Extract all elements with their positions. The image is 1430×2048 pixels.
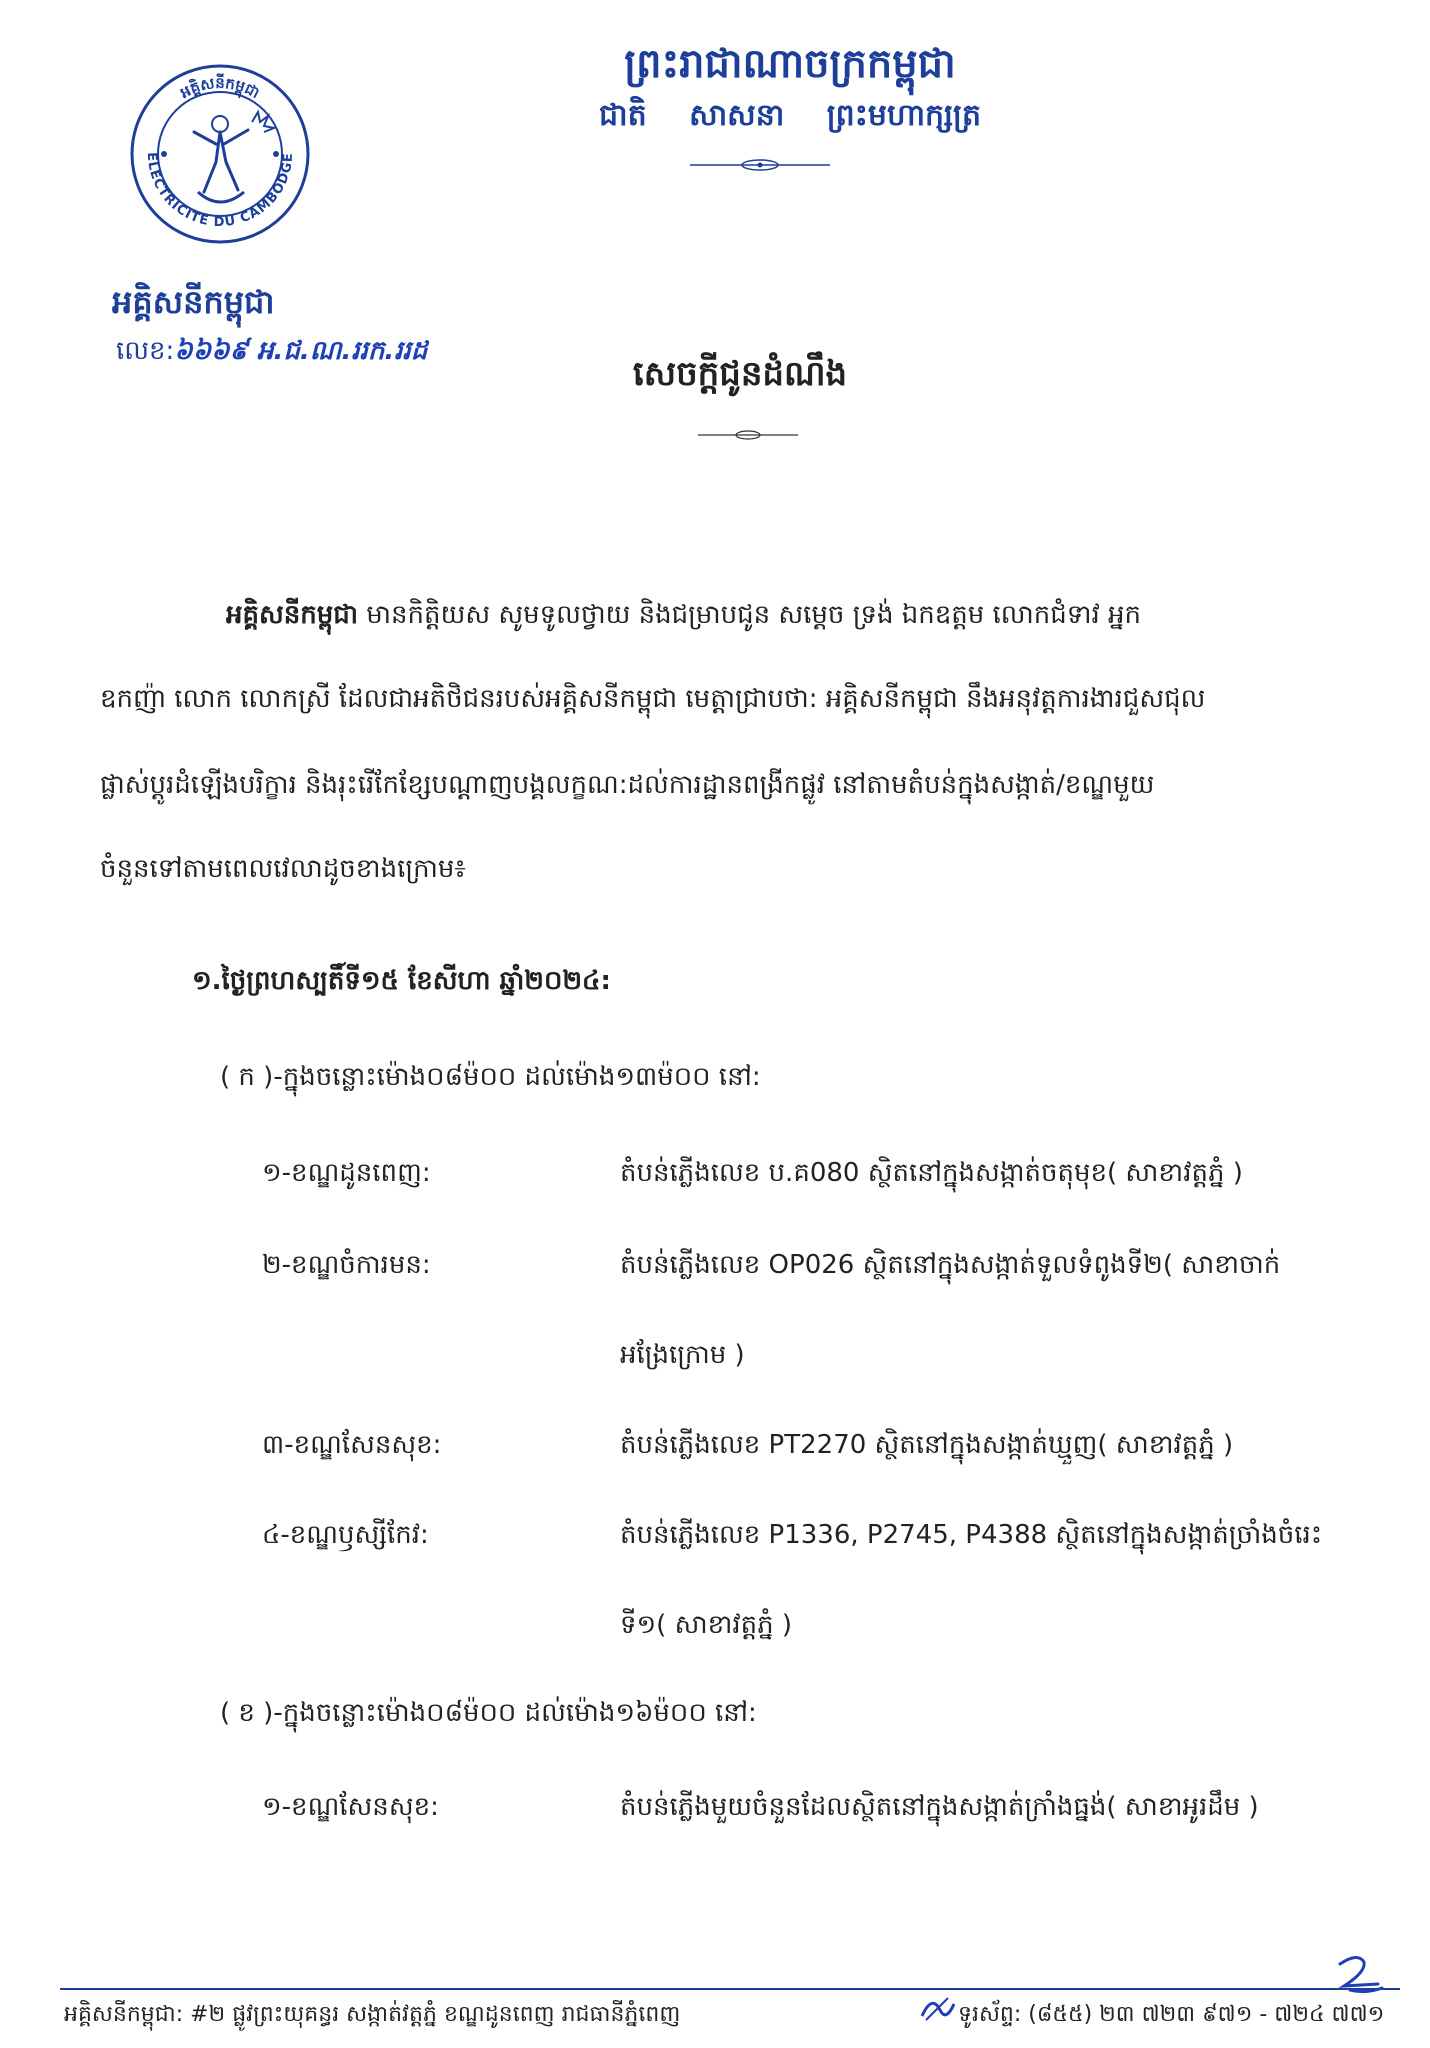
motto-nation: ជាតិ: [599, 98, 647, 133]
svg-text:ELECTRICITE DU CAMBODGE: ELECTRICITE DU CAMBODGE: [143, 151, 297, 231]
reference-value: ៦៦៦៩ អ.ជ.ណ.ររក.ររដ: [174, 336, 428, 366]
intro-line-4: ចំនួនទៅតាមពេលវេលាដូចខាងក្រោម៖: [100, 854, 466, 884]
intro-org-name: អគ្គិសនីកម្ពុជា: [226, 600, 359, 630]
motto-religion: សាសនា: [689, 98, 785, 133]
item-b1-text: តំបន់ភ្លើងមួយចំនួនដែលស្ថិតនៅក្នុងសង្កាត់ក្រាំងធ្នង់( សាខាអូរដឹម ): [620, 1792, 1259, 1822]
item-a2-label: ២-ខណ្ឌចំការមន:: [262, 1250, 431, 1280]
item-a1-text: តំបន់ភ្លើងលេខ ប.គ080 ស្ថិតនៅក្នុងសង្កាត់ចតុមុខ( សាខាវត្តភ្នំ ): [620, 1158, 1243, 1188]
footer-phone: ទូរស័ព្ទ: (៨៥៥) ២៣ ៧២៣ ៩៧១ - ៧២៤ ៧៧១: [958, 2002, 1385, 2027]
kingdom-title: ព្រះរាជាណាចក្រកម្ពុជា: [624, 41, 956, 87]
edc-seal-logo: [128, 62, 312, 246]
motto-king: ព្រះមហាក្សត្រ: [826, 98, 981, 133]
schedule-day: ១.ថ្ងៃព្រហស្បតិ៍ទី១៥ ខែសីហា ឆ្នាំ២០២៤:: [192, 966, 611, 996]
item-a2-text-cont: អង្រែក្រោម ): [620, 1340, 745, 1370]
document-title: សេចក្តីជូនដំណឹង: [632, 354, 848, 394]
period-b: ( ខ )-ក្នុងចន្លោះម៉ោង០៨ម៉០០ ដល់ម៉ោង១៦ម៉០០ នៅ:: [220, 1698, 757, 1728]
intro-text-1: មានកិត្តិយស សូមទូលថ្វាយ និងជម្រាបជូន សម្តេច ទ្រង់ ឯកឧត្តម លោកជំទាវ អ្នក: [366, 600, 1142, 630]
svg-text:អគ្គិសនីកម្ពុជា: អគ្គិសនីកម្ពុជា: [177, 74, 263, 103]
item-a4-label: ៤-ខណ្ឌឫស្សីកែវ:: [262, 1520, 429, 1550]
item-a3-label: ៣-ខណ្ឌសែនសុខ:: [262, 1430, 442, 1460]
period-a: ( ក )-ក្នុងចន្លោះម៉ោង០៨ម៉០០ ដល់ម៉ោង១៣ម៉០០ នៅ:: [220, 1062, 761, 1092]
item-a2-text: តំបន់ភ្លើងលេខ OP026 ស្ថិតនៅក្នុងសង្កាត់ទួលទំពូងទី២( សាខាចាក់: [620, 1250, 1281, 1280]
intro-line-1: [226, 578, 1346, 652]
intro-line-3: ផ្លាស់ប្តូរដំឡើងបរិក្ខារ និងរុះរើកែខ្សែបណ្តាញបង្គលក្ខណ:ដល់ការដ្ឋានពង្រីកផ្លូវ នៅតាមតំបន់ក្នុងសង្កាត់/ខណ្ឌមួយ: [100, 770, 1155, 800]
reference-number: [116, 334, 427, 372]
initials-mark: [918, 1990, 958, 2026]
item-a3-text: តំបន់ភ្លើងលេខ PT2270 ស្ថិតនៅក្នុងសង្កាត់ឃ្មួញ( សាខាវត្តភ្នំ ): [620, 1430, 1234, 1460]
item-a4-text: តំបន់ភ្លើងលេខ P1336, P2745, P4388 ស្ថិតនៅក្នុងសង្កាត់ច្រាំងចំរេះ: [620, 1520, 1323, 1550]
footer-divider: [60, 1988, 1400, 1990]
item-a1-label: ១-ខណ្ឌដូនពេញ:: [262, 1158, 431, 1188]
signature-mark: [1330, 1950, 1390, 1996]
footer-address: អគ្គិសនីកម្ពុជា: #២ ផ្លូវព្រះយុគន្ធរ សង្កាត់វត្តភ្នំ ខណ្ឌដូនពេញ រាជធានីភ្នំពេញ: [64, 2002, 681, 2027]
item-a4-text-cont: ទី១( សាខាវត្តភ្នំ ): [620, 1610, 793, 1640]
title-ornament: [698, 428, 798, 442]
national-motto: [560, 96, 1020, 140]
item-b1-label: ១-ខណ្ឌសែនសុខ:: [262, 1792, 439, 1822]
organization-name: អគ្គិសនីកម្ពុជា: [112, 283, 275, 321]
intro-line-2: ឧកញ៉ា លោក លោកស្រី ដែលជាអតិថិជនរបស់អគ្គិសនីកម្ពុជា មេត្តាជ្រាបថា: អគ្គិសនីកម្ពុជា នឹងអនុវត្តការងារជួសជុល: [100, 684, 1206, 714]
header-ornament: [690, 158, 830, 172]
reference-label: លេខ:: [116, 336, 175, 366]
